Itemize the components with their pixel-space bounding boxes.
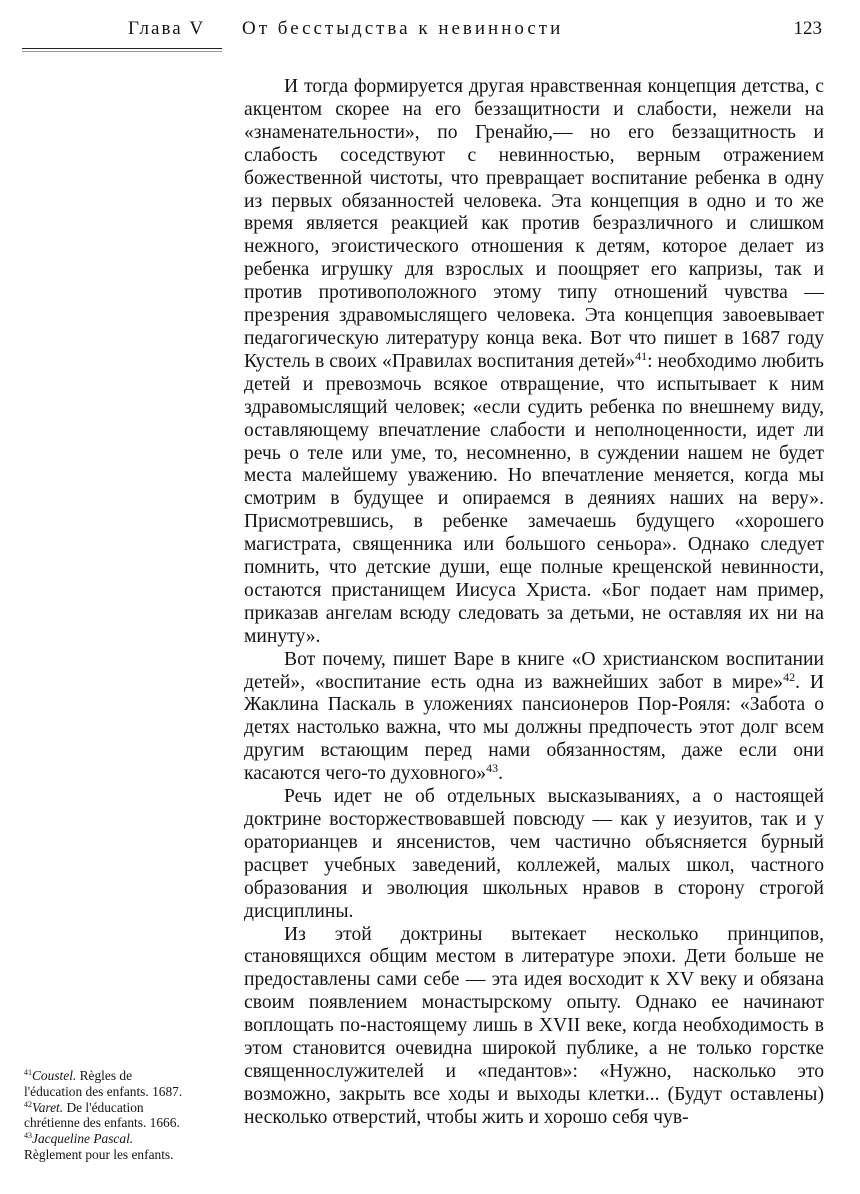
body-text (244, 76, 824, 1130)
paragraph-2 (244, 649, 824, 786)
footnote-reference: 42 (783, 669, 796, 684)
footnote-text: Règles de (76, 1068, 133, 1083)
page-number: 123 (793, 18, 822, 39)
footnote-author: Varet. (32, 1099, 64, 1115)
paragraph-text: . (498, 763, 503, 785)
footnote-42-continuation: chrétienne des enfants. 1666. (24, 1115, 180, 1131)
footnotes (24, 1068, 224, 1163)
footnote-43 (24, 1131, 224, 1147)
footnote-41-continuation: l'éducation des enfants. 1687. (24, 1083, 183, 1099)
paragraph-text: И тогда формируется другая нравственная концепция детства, с акцентом скорее на его беззащитности и слабости, нежели на «знаменательности», по Гренайю,— но его беззащитность и слабость соседствуют с невинностью, верным отражением божественной чистоты, что превращает воспитание ребенка в одну из первых обязанностей человека. Эта концепция в одно и то же время является реакцией как против безразличного и слишком нежного, эгоистического отношения к детям, которое делает из ребенка игрушку для взрослых и поощряет его капризы, так и против противоположного этому типу отношений чувства — презрения здравомыслящего человека. Эта концепция завоевывает педагогическую литературу конца века. Вот что пишет в 1687 году Кустель в своих «Правилах воспитания детей» (244, 76, 824, 372)
footnote-number: 43 (24, 1131, 32, 1141)
chapter-label: Глава V (128, 18, 206, 39)
paragraph-text: Из этой доктрины вытекает несколько принципов, становящихся общим местом в литературе эпохи. Дети больше не предоставлены сами себе — эта идея восходит к XV веку и обязана своим появлением монастырскому опыту. Однако ее начинают воплощать по-настоящему лишь в XVII веке, когда необходимость в этом становится очевидна широкой публике, а не только горстке священнослужителей и «педантов»: «Нужно, насколько это возможно, закрыть все ходы и выходы клетки... (Будут оставлены) несколько отверстий, чтобы жить и хорошо себя чув- (244, 923, 824, 1128)
running-header (0, 18, 860, 48)
footnote-text: De l'éducation (63, 1099, 144, 1115)
paragraph-1 (244, 76, 824, 649)
footnote-number: 41 (24, 1068, 32, 1077)
paragraph-3 (244, 786, 824, 923)
footnote-reference: 41 (635, 348, 648, 363)
paragraph-text: . И Жаклина Паскаль в уложениях пансионеров Пор-Рояля: «Забота о детях настолько важна, что мы должны предпочесть этот долг всем другим встающим перед нами обязанностям, даже если они касаются чего-то духовного» (244, 671, 824, 785)
paragraph-text: Вот почему, пишет Варе в книге «О христианском воспитании детей», «воспитание есть одна из важнейших забот в мире» (244, 648, 824, 693)
running-title: От бесстыдства к невинности (242, 18, 564, 39)
footnote-author: Coustel. (32, 1068, 77, 1083)
footnote-42 (24, 1100, 224, 1116)
paragraph-text: Речь идет не об отдельных высказываниях, а о настоящей доктрине восторжествовавшей повсюду — как у иезуитов, так и у ораторианцев и янсенистов, чем частично объясняется бурный расцвет учебных заведений, коллежей, малых школ, частного образования и эволюция школьных нравов в сторону строгой дисциплины. (244, 786, 824, 922)
footnote-43-continuation: Règlement pour les enfants. (24, 1146, 174, 1162)
footnote-author: Jacqueline Pascal. (32, 1131, 134, 1147)
footnote-reference: 43 (486, 761, 499, 776)
paragraph-text: : необходимо любить детей и превозмочь всякое отвращение, что испытывает к ним здравомыслящий человек; «если судить ребенка по внешнему виду, оставляющему впечатление слабости и неполноценности, идет ли речь о теле или уме, то, несомненно, в суждении нашем не будет места малейшему уважению. Но впечатление меняется, когда мы смотрим в будущее и опираемся в деяниях наших на веру». Присмотревшись, в ребенке замечаешь будущего «хорошего магистрата, священника или большого сеньора». Однако следует помнить, что детские души, еще полные крещенской невинности, остаются пристанищем Иисуса Христа. «Бог подает нам пример, приказав ангелам всюду следовать за детьми, не оставляя их ни на минуту». (244, 350, 824, 647)
footnote-41 (24, 1068, 224, 1084)
header-rule (22, 48, 222, 49)
header-rule-secondary (22, 51, 222, 52)
paragraph-4 (244, 924, 824, 1130)
footnote-number: 42 (24, 1099, 32, 1109)
